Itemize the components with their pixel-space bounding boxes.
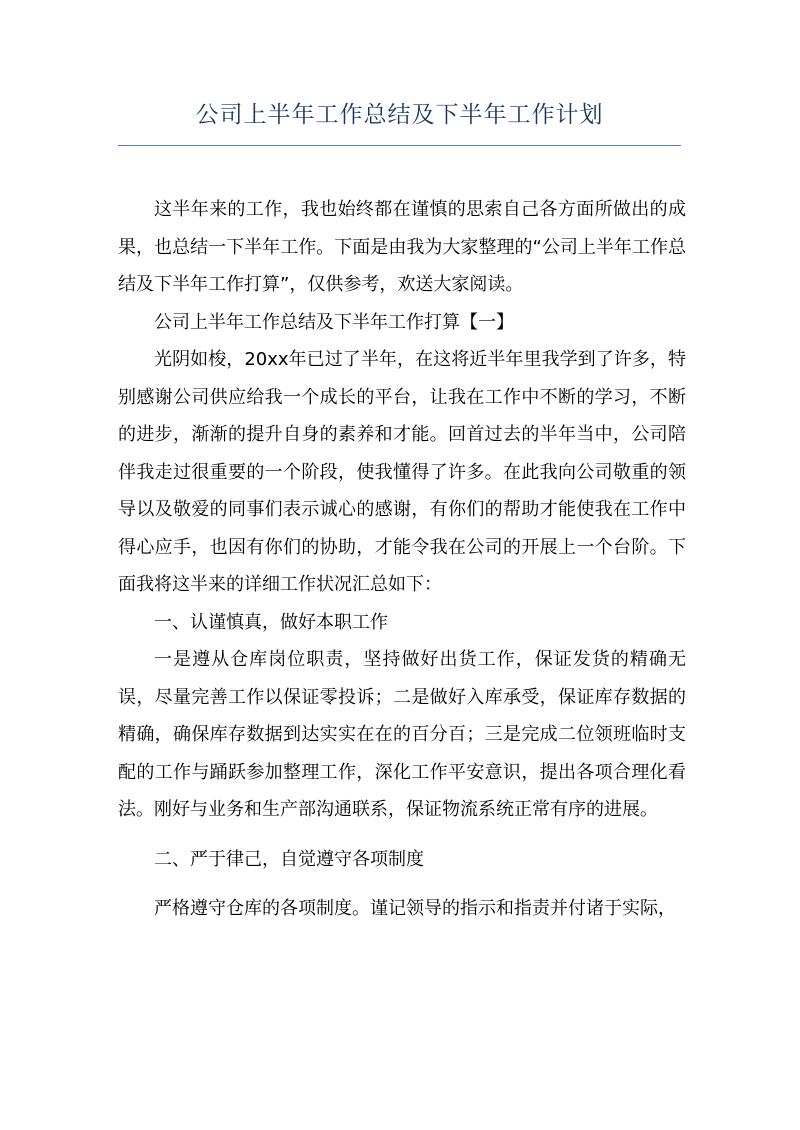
spacer xyxy=(118,878,686,890)
document-body xyxy=(118,191,686,928)
paragraph-2: 一是遵从仓库岗位职责，坚持做好出货工作，保证发货的精确无误，尽量完善工作以保证零投诉；二是做好入库承受，保证库存数据的精确，确保库存数据到达实实在在的百分百；三是完成二位领班临时支配的工作与踊跃参加整理工作，深化工作平安意识，提出各项合理化看法。刚好与业务和生产部沟通联系，保证物流系统正常有序的进展。 xyxy=(118,649,686,820)
heading-1: 一、认谨慎真，做好本职工作 xyxy=(154,611,388,633)
title-underline xyxy=(118,145,681,146)
intro-paragraph: 这半年来的工作，我也始终都在谨慎的思索自己各方面所做出的成果，也总结一下半年工作。下面是由我为大家整理的“公司上半年工作总结及下半年工作打算”，仅供参考，欢送大家阅读。 xyxy=(118,199,686,295)
section-title: 公司上半年工作总结及下半年工作打算【一】 xyxy=(154,311,514,333)
spacer xyxy=(118,829,686,841)
paragraph-3: 严格遵守仓库的各项制度。谨记领导的指示和指责并付诸于实际， xyxy=(154,898,676,919)
document-title: 公司上半年工作总结及下半年工作计划 xyxy=(195,102,604,128)
paragraph-1: 光阴如梭，20xx年已过了半年，在这将近半年里我学到了许多，特别感谢公司供应给我一个成长的平台，让我在工作中不断的学习，不断的进步，渐渐的提升自身的素养和才能。回首过去的半年当中，公司陪伴我走过很重要的一个阶段，使我懂得了许多。在此我向公司敬重的领导以及敬爱的同事们表示诚心的感谢，有你们的帮助才能使我在工作中得心应手，也因有你们的协助，才能令我在公司的开展上一个台阶。下面我将这半来的详细工作状况汇总如下： xyxy=(118,349,686,595)
heading-2: 二、严于律己，自觉遵守各项制度 xyxy=(154,848,424,870)
